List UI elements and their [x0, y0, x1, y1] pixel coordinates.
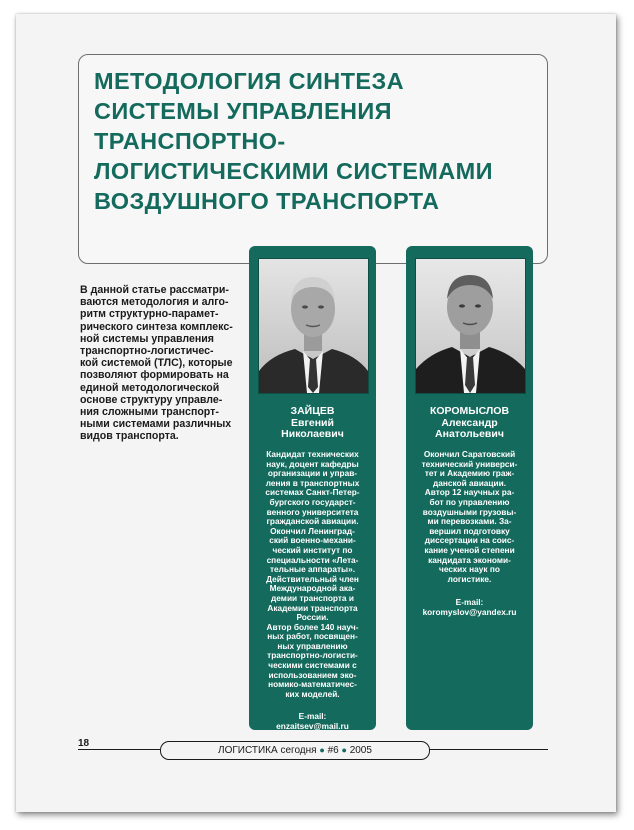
bio-line: ления в транспортных — [265, 477, 360, 488]
bullet-icon: ● — [341, 745, 347, 755]
bio-line: венного университета — [266, 506, 359, 517]
bio-line: системах Санкт-Петер- — [265, 487, 360, 498]
author-card-koromyslov — [406, 246, 533, 730]
bio-line: России. — [296, 612, 329, 623]
article-abstract — [80, 284, 256, 443]
bio-line: ский военно-механи- — [269, 535, 356, 546]
abstract-line: ной системы управления — [80, 332, 214, 345]
abstract-line: позволяют формировать на — [80, 369, 229, 382]
abstract-line: кой системой (ТЛС), которые — [80, 357, 233, 370]
bio-line: тельные аппараты». — [269, 564, 356, 575]
issue-year: 2005 — [349, 745, 372, 756]
bio-line: Международной ака- — [269, 583, 356, 594]
author-card-zaitsev — [249, 246, 376, 730]
bio-line: Автор 12 научных ра- — [424, 487, 515, 498]
article-title — [94, 66, 554, 216]
bio-line: Академии транспорта — [267, 602, 358, 613]
magazine-page — [16, 14, 616, 812]
bio-line: использованием эко- — [268, 669, 357, 680]
abstract-line: В данной статье рассматри- — [80, 284, 229, 296]
abstract-line: единой методологической — [80, 381, 220, 394]
bio-line: Автор более 140 науч- — [266, 621, 359, 632]
email-label: E-mail: — [298, 711, 327, 721]
bio-line: данской авиации. — [432, 477, 507, 488]
author-email-link[interactable]: enzaitsev@mail.ru — [276, 721, 349, 731]
bio-line: ных работ, посвящен- — [267, 631, 358, 642]
abstract-line: ваются методология и алго- — [80, 296, 229, 309]
bio-line: Окончил Ленинград- — [270, 525, 355, 536]
bio-line: ми перевозками. За- — [427, 516, 512, 527]
bio-line: ких моделей. — [285, 688, 340, 699]
bio-line: технический универси- — [421, 458, 518, 469]
bio-line: наук, доцент кафедры — [266, 458, 359, 469]
bio-line: специальности «Лета- — [266, 554, 359, 565]
bio-line: гражданской авиации. — [266, 516, 359, 527]
title-line: ВОЗДУШНОГО ТРАНСПОРТА — [94, 188, 440, 214]
footer-journal-banner — [160, 741, 430, 760]
abstract-line: ния сложными транспорт- — [80, 406, 219, 419]
bio-line: ческих наук по — [439, 564, 500, 575]
author-surname: ЗАЙЦЕВ — [290, 405, 335, 417]
bio-line: транспортно-логисти- — [267, 650, 358, 661]
bio-line: номико-математичес- — [268, 679, 357, 690]
bio-line: ных управлению — [277, 640, 348, 651]
bullet-icon: ● — [319, 745, 325, 755]
author-photo — [258, 258, 369, 394]
abstract-line: видов транспорта. — [80, 430, 179, 443]
title-line: ТРАНСПОРТНО- — [94, 128, 286, 154]
author-surname: КОРОМЫСЛОВ — [429, 405, 510, 417]
bio-line: организации и управ- — [267, 468, 358, 479]
bio-line: тет и Академию граж- — [424, 468, 515, 479]
footer-rule-left — [78, 749, 160, 750]
footer-rule-right — [428, 749, 548, 750]
bio-line: ческий институт по — [272, 544, 353, 555]
bio-line: Окончил Саратовский — [423, 449, 516, 459]
bio-line: бургского государст- — [269, 496, 356, 507]
bio-line: кание ученой степени — [424, 544, 515, 555]
abstract-line: рического синтеза комплекс- — [80, 320, 233, 333]
bio-line: воздушными грузовы- — [422, 506, 517, 517]
author-first-name: Евгений — [291, 416, 334, 429]
abstract-line: ритм структурно-парамет- — [80, 308, 219, 321]
page-number: 18 — [78, 738, 90, 749]
author-name — [249, 406, 376, 441]
bio-line: демии транспорта и — [271, 592, 354, 603]
bio-line: Кандидат технических — [266, 449, 359, 459]
author-name — [406, 406, 533, 441]
title-line: СИСТЕМЫ УПРАВЛЕНИЯ — [94, 98, 392, 124]
author-first-name: Александр — [441, 416, 498, 429]
bio-line: вершил подготовку — [429, 525, 510, 536]
author-bio — [406, 450, 533, 584]
bio-line: бот по управлению — [429, 496, 510, 507]
bio-line: Действительный член — [266, 573, 359, 584]
abstract-line: транспортно-логистичес- — [80, 345, 214, 358]
author-email-link[interactable]: koromyslov@yandex.ru — [422, 607, 517, 617]
bio-line: кандидата экономи- — [428, 554, 511, 565]
bio-line: ческими системами с — [268, 660, 357, 671]
portrait-image — [416, 259, 525, 393]
author-photo — [415, 258, 526, 394]
issue-number: #6 — [327, 745, 339, 756]
bio-line: диссертации на соис- — [424, 535, 515, 546]
portrait-image — [259, 259, 368, 393]
title-line: МЕТОДОЛОГИЯ СИНТЕЗА — [94, 68, 404, 94]
email-label: E-mail: — [455, 597, 484, 607]
journal-name: ЛОГИСТИКА сегодня — [218, 745, 317, 756]
author-bio — [249, 450, 376, 699]
author-patronymic: Анатольевич — [435, 428, 504, 440]
bio-line: логистике. — [447, 573, 492, 584]
abstract-line: ными системами различных — [80, 418, 232, 431]
title-line: ЛОГИСТИЧЕСКИМИ СИСТЕМАМИ — [94, 158, 493, 184]
author-patronymic: Николаевич — [281, 428, 344, 440]
abstract-line: основе структуру управле- — [80, 393, 223, 406]
